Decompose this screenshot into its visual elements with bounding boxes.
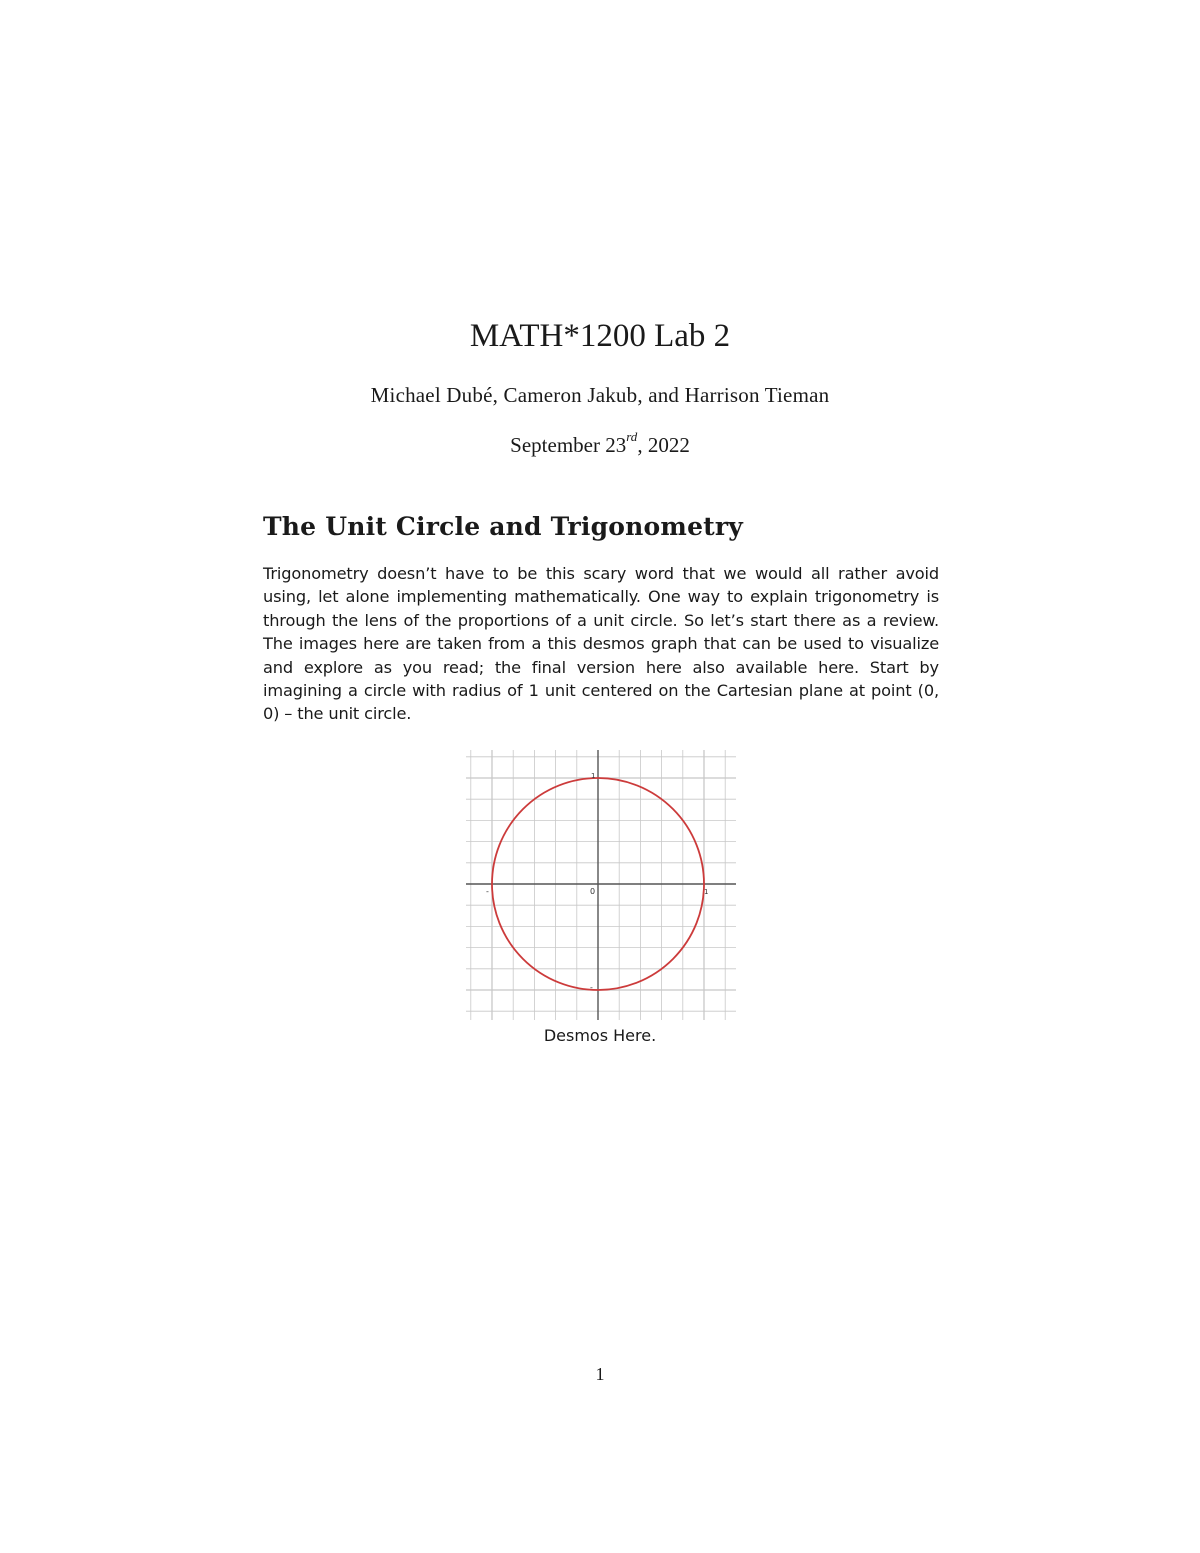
grid-lines bbox=[466, 750, 736, 1020]
tick-label-top: 1 bbox=[591, 772, 596, 780]
section-paragraph: Trigonometry doesn’t have to be this scary word that we would all rather avoid using, let alone implementing mathematically. One way to explain trigonometry is through the lens of the proportions of a unit circle. So let’s start there as a review. The images here are taken from a this desmos graph that can be used to visualize and explore as you read; the final version here also available here. Start by imagining a circle with radius of 1 unit centered on the Cartesian plane at point (0, 0) – the unit circle. bbox=[263, 564, 939, 724]
document-title: MATH*1200 Lab 2 bbox=[469, 318, 731, 354]
figure-caption: Desmos Here. bbox=[543, 1026, 657, 1045]
page-number: 1 bbox=[595, 1364, 605, 1384]
date-prefix: September 23 bbox=[510, 433, 627, 457]
tick-label-left: - bbox=[486, 887, 489, 896]
tick-label-bottom: - bbox=[590, 983, 593, 992]
date-superscript: rd bbox=[626, 429, 638, 444]
date-suffix: , 2022 bbox=[637, 433, 690, 457]
tick-label-right: 1 bbox=[704, 888, 709, 896]
document-authors: Michael Dubé, Cameron Jakub, and Harrison Tieman bbox=[370, 383, 830, 407]
section-heading: The Unit Circle and Trigonometry bbox=[263, 512, 744, 541]
origin-label: 0 bbox=[590, 887, 596, 896]
unit-circle-figure bbox=[466, 750, 736, 1020]
document-date bbox=[0, 431, 1200, 459]
unit-circle-graph bbox=[466, 750, 736, 1020]
